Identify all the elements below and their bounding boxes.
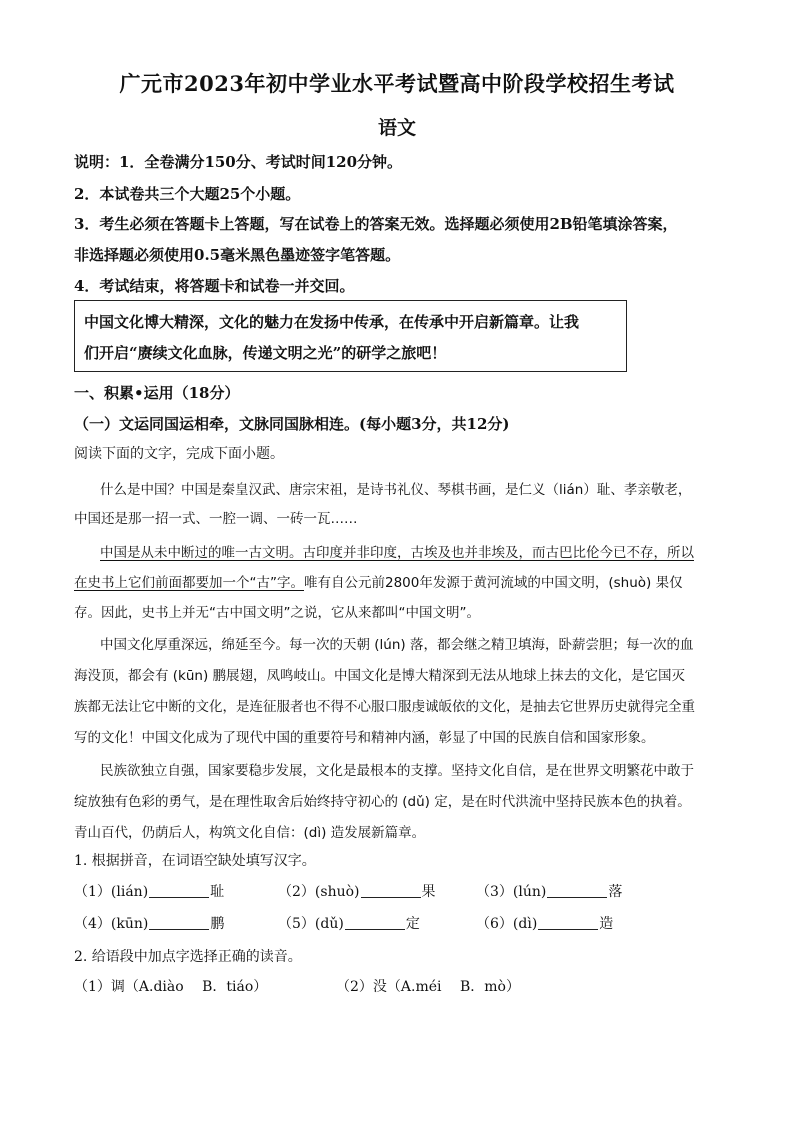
item-tail: 落 bbox=[608, 884, 623, 900]
question-2-stem: 2. 给语段中加点字选择正确的读音。 bbox=[74, 949, 302, 965]
passage-line: 中国还是那一招一式、一腔一调、一砖一瓦…… bbox=[74, 511, 358, 527]
underlined-text: 在史书上它们前面都要加一个“古”字。 bbox=[74, 575, 304, 591]
answer-blank[interactable] bbox=[149, 915, 209, 930]
pinyin: (shuò) bbox=[314, 884, 360, 900]
question-1-item bbox=[476, 881, 622, 901]
passage-text: 唯有自公元前2800年发源于黄河流域的中国文明，(shuò) 果仅 bbox=[304, 575, 683, 591]
question-1-item bbox=[476, 913, 613, 933]
passage-line: 民族欲独立自强，国家要稳步发展，文化是最根本的支撑。坚持文化自信，是在世界文明繁花中敢于 bbox=[100, 763, 694, 779]
question-1-item bbox=[74, 881, 224, 901]
item-number: （3） bbox=[476, 884, 513, 900]
passage-line: 存。因此，史书上并无“古中国文明”之说，它从来都叫“中国文明”。 bbox=[74, 605, 480, 621]
answer-blank[interactable] bbox=[361, 883, 421, 898]
pinyin: (lián) bbox=[110, 884, 149, 900]
passage-line bbox=[74, 571, 724, 591]
sub-heading: （一）文运同国运相牵，文脉同国脉相连。(每小题3分，共12分) bbox=[74, 415, 510, 433]
item-number: （6） bbox=[476, 916, 513, 932]
reading-instruction: 阅读下面的文字，完成下面小题。 bbox=[74, 446, 284, 462]
passage-line: 族都无法让它中断的文化，是连征服者也不得不心服口服虔诚皈依的文化，是抽去它世界历史就得完全重 bbox=[74, 699, 695, 715]
pinyin: (kūn) bbox=[110, 916, 149, 932]
instruction-line: 非选择题必须使用0.5毫米黑色墨迹签字笔答题。 bbox=[74, 246, 401, 264]
item-number: （4） bbox=[74, 916, 111, 932]
pinyin: (dì) bbox=[512, 916, 538, 932]
question-1-item bbox=[74, 913, 224, 933]
passage-line: 什么是中国？中国是秦皇汉武、唐宗宋祖，是诗书礼仪、琴棋书画，是仁义（lián）耻、孝亲敬老， bbox=[100, 482, 692, 498]
answer-blank[interactable] bbox=[149, 883, 209, 898]
passage-line: 中国文化厚重深远，绵延至今。每一次的天朝 (lún) 落，都会继之精卫填海，卧薪尝胆；每一次的血 bbox=[100, 637, 694, 653]
instruction-line: 说明：1．全卷满分150分、考试时间120分钟。 bbox=[74, 153, 403, 171]
answer-blank[interactable] bbox=[547, 883, 607, 898]
question-2-item: （2）没（A.méi B．mò） bbox=[336, 979, 520, 995]
answer-blank[interactable] bbox=[538, 915, 598, 930]
subject-title: 语文 bbox=[377, 117, 416, 139]
instruction-line: 3．考生必须在答题卡上答题，写在试卷上的答案无效。选择题必须使用2B铅笔填涂答案， bbox=[74, 215, 678, 233]
intro-line: 中国文化博大精深，文化的魅力在发扬中传承，在传承中开启新篇章。让我 bbox=[84, 313, 580, 331]
item-number: （2） bbox=[278, 884, 315, 900]
section-heading: 一、积累•运用（18分） bbox=[74, 384, 240, 402]
item-tail: 定 bbox=[405, 916, 420, 932]
pinyin: (lún) bbox=[512, 884, 547, 900]
question-1-item bbox=[278, 881, 436, 901]
intro-line: 们开启“赓续文化血脉，传递文明之光”的研学之旅吧！ bbox=[84, 344, 447, 362]
passage-line: 海没顶，都会有 (kūn) 鹏展翅，凤鸣岐山。中国文化是博大精深到无法从地球上抹去的文化，是它国灭 bbox=[74, 668, 686, 684]
item-tail: 耻 bbox=[210, 884, 225, 900]
pinyin: (dǔ) bbox=[314, 916, 344, 932]
answer-blank[interactable] bbox=[345, 915, 405, 930]
item-tail: 果 bbox=[421, 884, 436, 900]
passage-line-underlined: 中国是从未中断过的唯一古文明。古印度并非印度，古埃及也并非埃及，而古巴比伦今已不存，所以 bbox=[100, 545, 694, 561]
item-number: （5） bbox=[278, 916, 315, 932]
exam-title: 广元市2023年初中学业水平考试暨高中阶段学校招生考试 bbox=[119, 71, 675, 96]
item-tail: 鹏 bbox=[210, 916, 225, 932]
passage-line: 写的文化！中国文化成为了现代中国的重要符号和精神内涵，彰显了中国的民族自信和国家形象。 bbox=[74, 730, 655, 746]
question-1-stem: 1. 根据拼音，在词语空缺处填写汉字。 bbox=[74, 853, 316, 869]
question-2-item: （1）调（A.diào B．tiáo） bbox=[74, 979, 268, 995]
question-1-item bbox=[278, 913, 420, 933]
instruction-line: 4．考试结束，将答题卡和试卷一并交回。 bbox=[74, 277, 355, 295]
instruction-line: 2．本试卷共三个大题25个小题。 bbox=[74, 185, 301, 203]
item-number: （1） bbox=[74, 884, 111, 900]
passage-line: 青山百代，仍荫后人，构筑文化自信：(dì) 造发展新篇章。 bbox=[74, 825, 426, 841]
intro-box bbox=[74, 300, 627, 372]
passage-line: 绽放独有色彩的勇气，是在理性取舍后始终持守初心的 (dǔ) 定，是在时代洪流中坚持民族本色的执着。 bbox=[74, 794, 691, 810]
item-tail: 造 bbox=[599, 916, 614, 932]
